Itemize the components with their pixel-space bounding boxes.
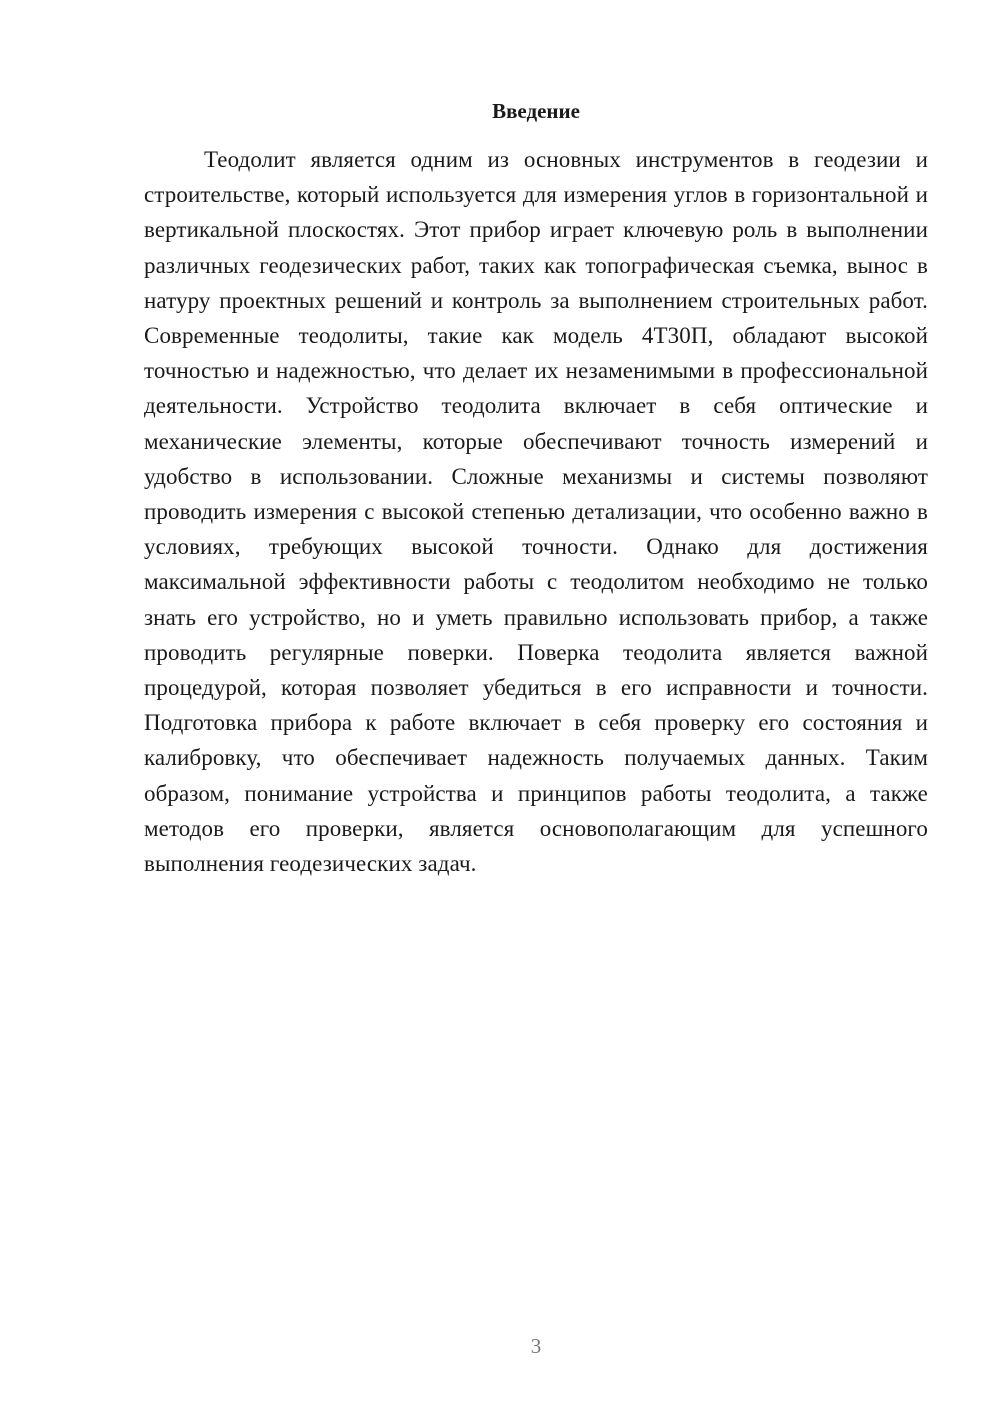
page-number: 3 [530,1334,542,1358]
heading-container [144,96,928,126]
body-paragraph: Теодолит является одним из основных инструментов в геодезии и строительстве, который используется для измерения углов в горизонтальной и вертикальной плоскостях. Этот прибор играет ключевую роль в выполнении различных геодезических работ, таких как топографическая съемка, вынос в натуру проектных решений и контроль за выполнением строительных работ. Современные теодолиты, такие как модель 4Т30П, обладают высокой точностью и надежностью, что делает их незаменимыми в профессиональной деятельности. Устройство теодолита включает в себя оптические и механические элементы, которые обеспечивают точность измерений и удобство в использовании. Сложные механизмы и системы позволяют проводить измерения с высокой степенью детализации, что особенно важно в условиях, требующих высокой точности. Однако для достижения максимальной эффективности работы с теодолитом необходимо не только знать его устройство, но и уметь правильно использовать прибор, а также проводить регулярные поверки. Поверка теодолита является важной процедурой, которая позволяет убедиться в его исправности и точности. Подготовка прибора к работе включает в себя проверку его состояния и калибровку, что обеспечивает надежность получаемых данных. Таким образом, понимание устройства и принципов работы теодолита, а также методов его проверки, является основополагающим для успешного выполнения геодезических задач. [144,147,928,877]
section-heading: Введение [492,99,580,123]
